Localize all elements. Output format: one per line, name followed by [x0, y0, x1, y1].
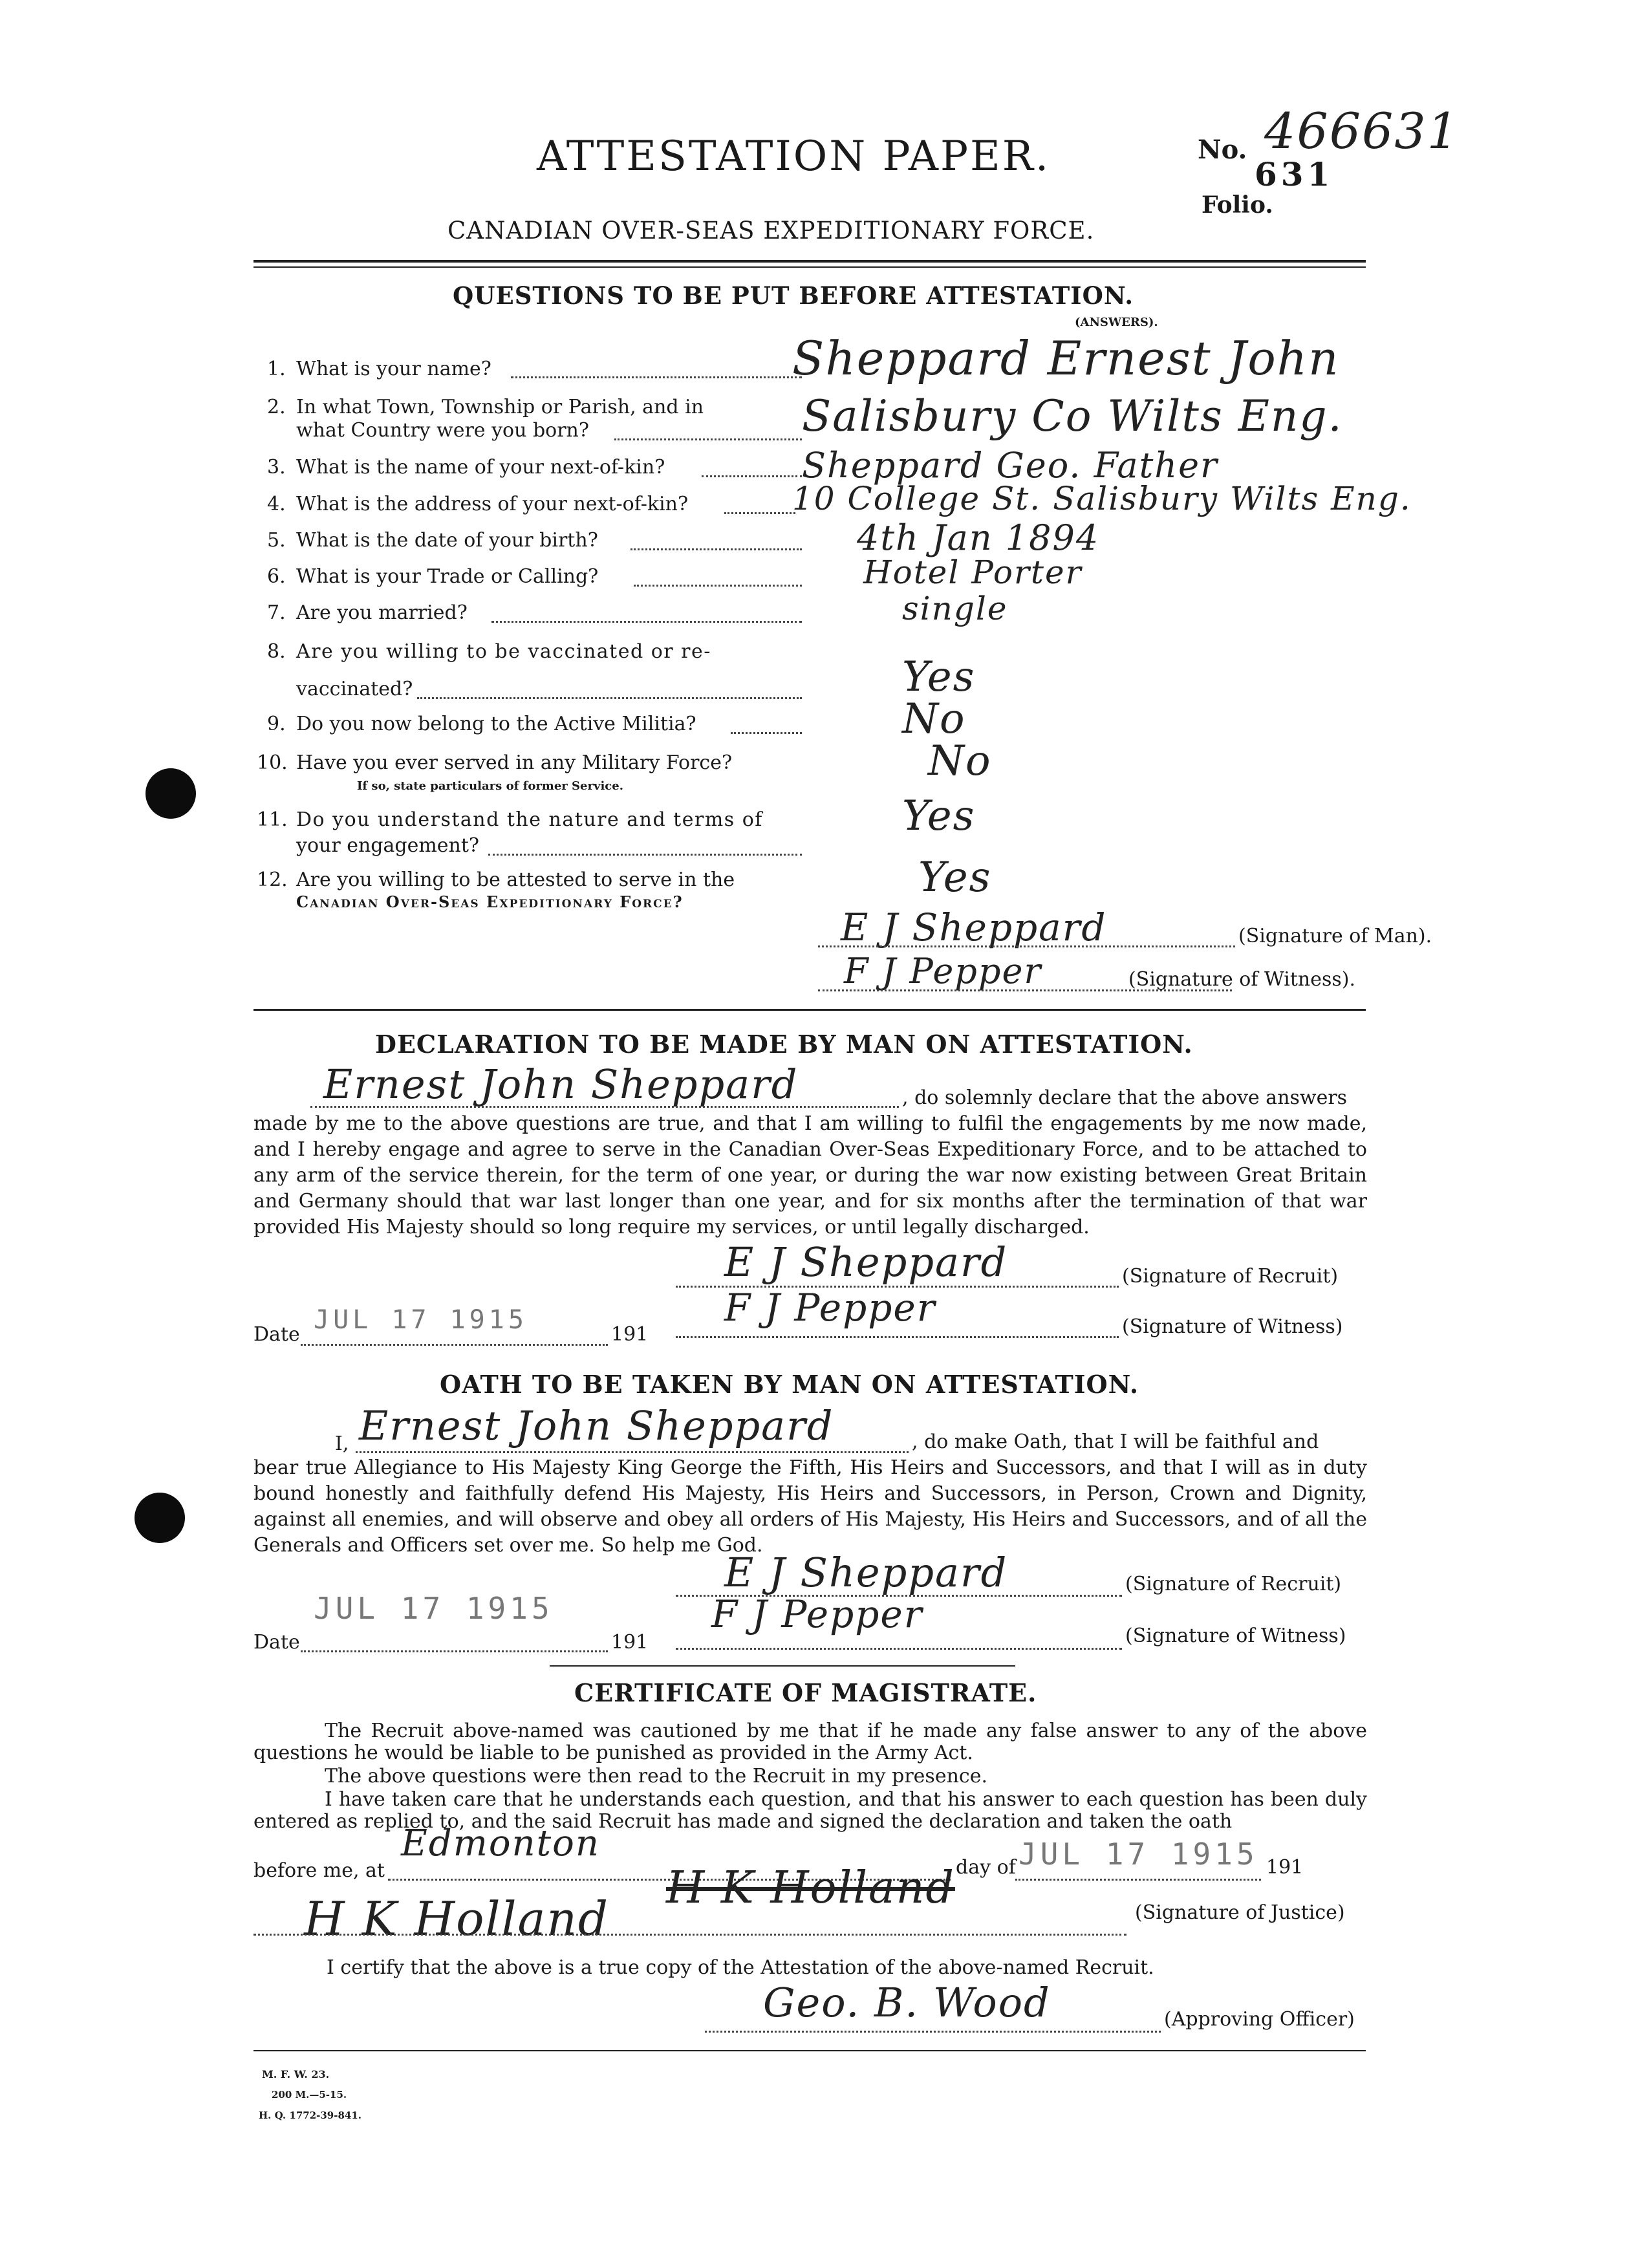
justice-signature-repeat: H K Holland	[666, 1863, 955, 1914]
question-8-number: 8.	[267, 640, 286, 663]
oath-signature-witness-label: (Signature of Witness)	[1125, 1625, 1346, 1647]
answer-12: Yes	[918, 854, 992, 902]
headquarters-reference: H. Q. 1772-39-841.	[259, 2110, 361, 2121]
answer-4: 10 College St. Salisbury Wilts Eng.	[792, 480, 1412, 517]
answer-3: Sheppard Geo. Father	[802, 445, 1218, 486]
answer-6: Hotel Porter	[863, 554, 1083, 591]
witness-signature-questions: F J Pepper	[844, 951, 1042, 991]
answer-8: Yes	[902, 653, 976, 701]
question-7-number: 7.	[267, 601, 286, 624]
question-4-leader	[724, 512, 795, 514]
form-code: M. F. W. 23.	[262, 2068, 330, 2080]
question-5-leader	[630, 548, 802, 550]
oath-text-first: , do make Oath, that I will be faithful and	[912, 1431, 1319, 1453]
certificate-place: Edmonton	[401, 1822, 600, 1864]
section-rule-1	[253, 1009, 1366, 1011]
question-8-text-line2: vaccinated?	[296, 678, 413, 700]
oath-heading: OATH TO BE TAKEN BY MAN ON ATTESTATION.	[440, 1370, 1139, 1399]
section-rule-2	[550, 1665, 1015, 1667]
question-11-number: 11.	[257, 808, 288, 831]
signature-of-man-label: (Signature of Man).	[1238, 925, 1432, 947]
oath-text-body: bear true Allegiance to His Majesty King George the Fifth, His Heirs and Successors, and that I will as in duty bound honestly and faithfully defend His Majesty, His Heirs and Successors, in Person, Crown and Dignity, against all enemies, and will observe and obey all orders of His Majesty, His Heirs and Successors, and of all the Generals and Officers set over me. So help me God.	[253, 1456, 1367, 1557]
declaration-heading: DECLARATION TO BE MADE BY MAN ON ATTESTATION.	[375, 1030, 1193, 1059]
declaration-name: Ernest John Sheppard	[323, 1061, 799, 1108]
certificate-heading: CERTIFICATE OF MAGISTRATE.	[574, 1678, 1037, 1707]
oath-year-label: 191	[611, 1631, 649, 1654]
question-6-leader	[634, 585, 802, 587]
approving-officer-signature: Geo. B. Wood	[763, 1979, 1051, 2026]
certificate-year-label: 191	[1266, 1856, 1304, 1879]
question-8-leader	[417, 697, 802, 699]
answers-label: (ANSWERS).	[1075, 316, 1158, 329]
approving-officer-label: (Approving Officer)	[1164, 2008, 1355, 2031]
question-8-text: Are you willing to be vaccinated or re-	[296, 640, 711, 663]
justice-signature: H K Holland	[304, 1892, 609, 1946]
folio-label: Folio.	[1202, 191, 1273, 219]
question-7-leader	[491, 621, 802, 623]
declaration-name-line	[310, 1106, 899, 1108]
question-10-note: If so, state particulars of former Service.	[357, 779, 623, 793]
question-11-text: Do you understand the nature and terms of	[296, 808, 763, 831]
signature-of-man-line	[818, 945, 1235, 947]
answer-2: Salisbury Co Wilts Eng.	[802, 391, 1343, 441]
header-rule-bottom	[253, 266, 1366, 268]
question-9-text: Do you now belong to the Active Militia?	[296, 713, 696, 735]
oath-signature-recruit: E J Sheppard	[724, 1549, 1008, 1596]
oath-date-stamp: JUL 17 1915	[314, 1591, 554, 1626]
oath-name: Ernest John Sheppard	[359, 1402, 834, 1449]
answer-11: Yes	[902, 792, 976, 840]
certificate-date-line	[1015, 1879, 1261, 1881]
oath-date-label: Date	[253, 1631, 300, 1654]
certificate-before-label: before me, at	[253, 1859, 385, 1882]
question-11-leader	[488, 854, 802, 856]
certificate-date-stamp: JUL 17 1915	[1018, 1837, 1258, 1872]
document-subtitle: CANADIAN OVER-SEAS EXPEDITIONARY FORCE.	[447, 217, 1095, 244]
question-1-text: What is your name?	[296, 358, 491, 380]
folio-number: 631	[1255, 155, 1334, 193]
question-9-number: 9.	[267, 713, 286, 735]
certify-text: I certify that the above is a true copy of the Attestation of the above-named Recruit.	[327, 1956, 1154, 1979]
question-7-text: Are you married?	[296, 601, 468, 624]
question-12-text-line2: Canadian Over-Seas Expeditionary Force?	[296, 892, 684, 911]
declaration-date-label: Date	[253, 1323, 300, 1346]
answer-10: No	[928, 737, 992, 785]
question-1-number: 1.	[267, 358, 286, 380]
question-10-text: Have you ever served in any Military Force?	[296, 751, 733, 774]
declaration-text-first: , do solemnly declare that the above answers	[902, 1086, 1348, 1109]
declaration-signature-recruit: E J Sheppard	[724, 1238, 1008, 1286]
question-6-number: 6.	[267, 565, 286, 588]
declaration-signature-recruit-label: (Signature of Recruit)	[1122, 1265, 1339, 1288]
oath-signature-recruit-label: (Signature of Recruit)	[1125, 1573, 1342, 1595]
witness-signature-questions-label: (Signature of Witness).	[1128, 968, 1356, 991]
question-5-number: 5.	[267, 529, 286, 552]
question-2-number: 2.	[267, 396, 286, 418]
declaration-signature-witness-label: (Signature of Witness)	[1122, 1315, 1343, 1338]
print-run: 200 M.—5-15.	[272, 2089, 347, 2101]
signature-of-man: E J Sheppard	[841, 905, 1107, 949]
question-5-text: What is the date of your birth?	[296, 529, 598, 552]
certificate-paragraph-2: The above questions were then read to the Recruit in my presence.	[325, 1765, 987, 1787]
declaration-signature-witness-line	[676, 1336, 1119, 1338]
punch-hole-bottom	[135, 1493, 185, 1543]
document-title: ATTESTATION PAPER.	[537, 133, 1051, 180]
question-4-number: 4.	[267, 493, 286, 515]
declaration-text-body: made by me to the above questions are true, and that I am willing to fulfil the engagements by me now made, and I hereby engage and agree to serve in the Canadian Over-Seas Expeditionary Force, and to be attached to any arm of the service therein, for the term of one year, or during the war now existing between Great Britain and Germany should that war last longer than one year, and for six months after the termination of that war provided His Majesty should so long require my services, or until legally discharged.	[253, 1112, 1367, 1238]
question-1-leader	[511, 376, 802, 378]
question-2-leader	[614, 438, 802, 440]
question-11-text-line2: your engagement?	[296, 834, 479, 857]
approving-officer-line	[705, 2031, 1161, 2033]
justice-signature-line	[253, 1934, 1126, 1936]
certificate-day-label: day of	[956, 1856, 1016, 1879]
answer-9: No	[902, 695, 966, 743]
question-2-text: In what Town, Township or Parish, and in	[296, 396, 704, 418]
punch-hole-top	[146, 768, 196, 819]
header-rule-top	[253, 260, 1366, 263]
declaration-year-label: 191	[611, 1323, 649, 1346]
number-label: No.	[1198, 135, 1247, 165]
question-3-number: 3.	[267, 456, 286, 479]
answer-1: Sheppard Ernest John	[792, 331, 1340, 385]
question-10-number: 10.	[257, 751, 288, 774]
question-12-text: Are you willing to be attested to serve in the	[296, 869, 735, 891]
oath-signature-witness-line	[676, 1648, 1122, 1650]
regimental-number: 466631	[1264, 102, 1460, 160]
question-3-leader	[702, 475, 802, 477]
question-3-text: What is the name of your next-of-kin?	[296, 456, 665, 479]
oath-pronoun: I,	[335, 1432, 349, 1455]
certificate-paragraph-1: The Recruit above-named was cautioned by me that if he made any false answer to any of the above questions he would be liable to be punished as provided in the Army Act.	[253, 1720, 1367, 1764]
oath-name-line	[356, 1451, 909, 1453]
answer-7: single	[902, 590, 1008, 627]
answer-5: 4th Jan 1894	[857, 517, 1100, 558]
oath-signature-witness: F J Pepper	[711, 1592, 923, 1636]
questions-heading: QUESTIONS TO BE PUT BEFORE ATTESTATION.	[453, 281, 1134, 310]
question-2-text-line2: what Country were you born?	[296, 419, 589, 442]
declaration-date-line	[301, 1344, 608, 1346]
footer-rule	[253, 2050, 1366, 2051]
oath-date-line	[301, 1650, 608, 1652]
declaration-signature-witness: F J Pepper	[724, 1286, 936, 1330]
question-12-number: 12.	[257, 869, 288, 891]
justice-label: (Signature of Justice)	[1135, 1901, 1345, 1924]
declaration-date-stamp: JUL 17 1915	[314, 1305, 528, 1335]
question-4-text: What is the address of your next-of-kin?	[296, 493, 689, 515]
certificate-paragraph-3: I have taken care that he understands each question, and that his answer to each question has been duly entered as replied to, and the said Recruit has made and signed the declaration and taken the oath	[253, 1788, 1367, 1833]
question-9-leader	[731, 732, 802, 734]
question-6-text: What is your Trade or Calling?	[296, 565, 599, 588]
